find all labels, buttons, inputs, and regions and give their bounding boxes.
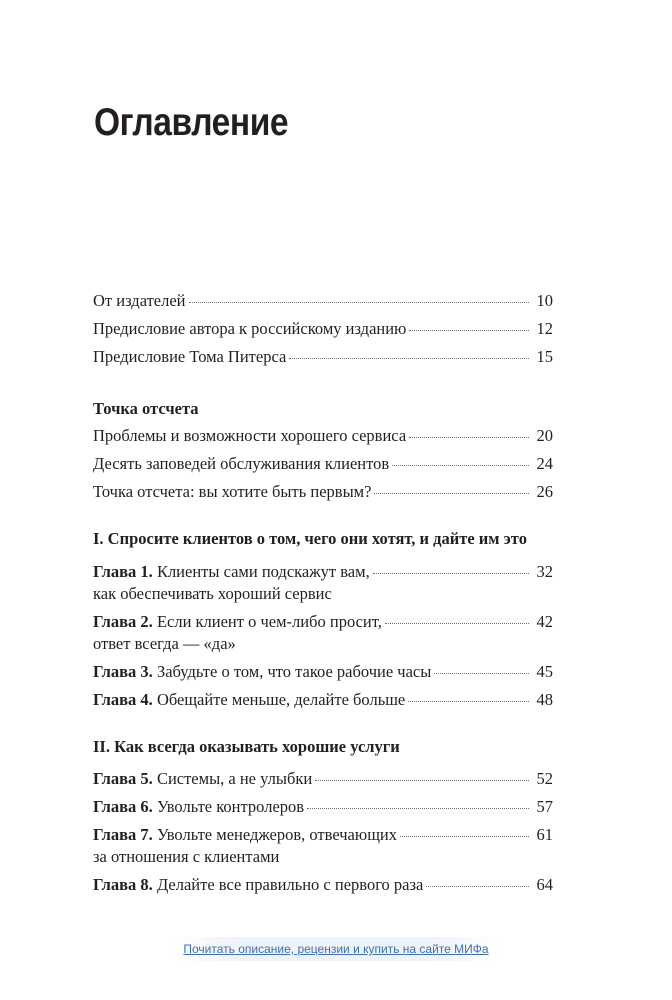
toc-entry-peters-preface	[93, 346, 553, 368]
chapter-title: Забудьте о том, что такое рабочие часы	[156, 662, 432, 681]
chapter-label: Глава 6.	[93, 797, 153, 816]
page-number: 12	[536, 319, 553, 338]
chapter-label: Глава 7.	[93, 825, 153, 844]
leader-dots	[426, 885, 529, 887]
leader-dots	[434, 672, 529, 674]
page-number: 61	[536, 825, 553, 844]
leader-dots	[409, 329, 529, 331]
leader-dots	[289, 357, 529, 359]
page-number: 26	[536, 482, 553, 501]
toc-entry	[93, 453, 553, 475]
toc-entry	[93, 425, 553, 447]
toc-entry	[93, 481, 553, 503]
page-number: 42	[536, 612, 553, 631]
chapter-label: Глава 3.	[93, 662, 153, 681]
chapter-label: Глава 2.	[93, 612, 153, 631]
page-number: 10	[536, 291, 553, 310]
chapter-title-continued: ответ всегда — «да»	[93, 634, 236, 653]
entry-title: Проблемы и возможности хорошего сервиса	[93, 426, 407, 445]
chapter-label: Глава 1.	[93, 562, 153, 581]
leader-dots	[315, 779, 529, 781]
entry-title: Десять заповедей обслуживания клиентов	[93, 454, 390, 473]
page-number: 57	[536, 797, 553, 816]
chapter-title: Обещайте меньше, делайте больше	[156, 690, 406, 709]
leader-dots	[189, 301, 529, 303]
toc-entry-publishers	[93, 290, 553, 312]
leader-dots	[385, 622, 529, 624]
page-number: 48	[536, 690, 553, 709]
leader-dots	[408, 700, 529, 702]
part-heading-1: I. Спросите клиентов о том, чего они хотят, и дайте им это	[93, 529, 527, 548]
page-number: 45	[536, 662, 553, 681]
page-number: 20	[536, 426, 553, 445]
toc-entry-author-preface	[93, 318, 553, 340]
entry-title: Точка отсчета: вы хотите быть первым?	[93, 482, 372, 501]
chapter-label: Глава 4.	[93, 690, 153, 709]
leader-dots	[307, 807, 529, 809]
toc-chapter-5	[93, 768, 553, 790]
chapter-title: Клиенты сами подскажут вам,	[156, 562, 370, 581]
section-heading-start: Точка отсчета	[93, 399, 199, 418]
chapter-title: Если клиент о чем-либо просит,	[156, 612, 382, 631]
page-number: 52	[536, 769, 553, 788]
chapter-title-continued: за отношения с клиентами	[93, 847, 280, 866]
toc-chapter-2	[93, 611, 553, 655]
leader-dots	[400, 835, 529, 837]
chapter-title: Системы, а не улыбки	[156, 769, 313, 788]
toc-chapter-3	[93, 661, 553, 683]
chapter-title: Увольте менеджеров, отвечающих	[156, 825, 397, 844]
leader-dots	[374, 492, 529, 494]
page-number: 32	[536, 562, 553, 581]
toc-chapter-4	[93, 689, 553, 711]
toc-chapter-6	[93, 796, 553, 818]
toc-chapter-1	[93, 561, 553, 605]
toc-chapter-7	[93, 824, 553, 868]
buy-on-mif-link[interactable]: Почитать описание, рецензии и купить на сайте МИФа	[183, 942, 489, 956]
leader-dots	[392, 464, 529, 466]
chapter-title: Делайте все правильно с первого раза	[156, 875, 424, 894]
entry-title: Предисловие Тома Питерса	[93, 347, 287, 366]
leader-dots	[373, 572, 529, 574]
part-heading-2: II. Как всегда оказывать хорошие услуги	[93, 737, 400, 756]
chapter-title-continued: как обеспечивать хороший сервис	[93, 584, 332, 603]
page-number: 15	[536, 347, 553, 366]
page-number: 24	[536, 454, 553, 473]
chapter-label: Глава 8.	[93, 875, 153, 894]
footer-link-bar	[173, 937, 499, 961]
chapter-label: Глава 5.	[93, 769, 153, 788]
toc-chapter-8	[93, 874, 553, 896]
leader-dots	[409, 436, 529, 438]
entry-title: От издателей	[93, 291, 186, 310]
chapter-title: Увольте контролеров	[156, 797, 305, 816]
entry-title: Предисловие автора к российскому изданию	[93, 319, 407, 338]
page-title: Оглавление	[94, 101, 289, 144]
page-number: 64	[536, 875, 553, 894]
